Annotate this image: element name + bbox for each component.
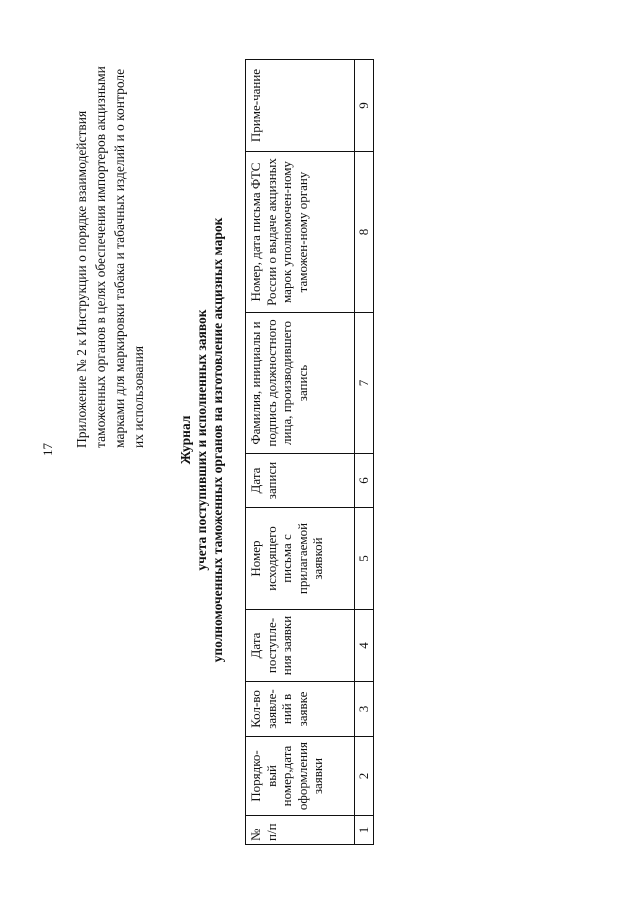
column-number-cell: 8 [355,152,374,313]
header-cell-number: № п/п [246,816,355,845]
column-number-cell: 3 [355,682,374,737]
header-cell-receipt-date: Дата поступле-ния заявки [246,610,355,682]
header-cell-official: Фамилия, инициалы и подпись должностного лица, производившего запись [246,313,355,454]
header-cell-note: Приме-чание [246,60,355,152]
appendix-line: таможенных органов в целях обеспечения импортеров акцизными [93,66,108,448]
column-number-cell: 9 [355,60,374,152]
header-cell-order-number: Порядко-вый номер,дата оформления заявки [246,737,355,816]
table-row [355,60,374,845]
header-cell-fts-letter: Номер, дата письма ФТС России о выдаче акцизных марок уполномочен-ному таможен-ному органу [246,152,355,313]
journal-table [245,59,374,845]
column-number-cell: 4 [355,610,374,682]
journal-subtitle: учета поступивших и исполненных заявок [194,309,209,571]
journal-subtitle-2: уполномоченных таможенных органов на изготовление акцизных марок [210,217,225,663]
column-number-cell: 2 [355,737,374,816]
appendix-line: их использования [131,345,146,448]
column-number-cell: 1 [355,816,374,845]
table-header-row [246,60,355,845]
column-number-cell: 5 [355,508,374,610]
header-cell-record-date: Дата записи [246,454,355,508]
appendix-line: Приложение № 2 к Инструкции о порядке взаимодействия [74,110,89,448]
column-number-cell: 7 [355,313,374,454]
column-number-cell: 6 [355,454,374,508]
header-cell-outgoing-letter: Номер исходящего письма с прилагаемой заявкой [246,508,355,610]
appendix-note [72,3,148,448]
journal-title: Журнал [178,415,193,465]
page-number: 17 [40,443,55,456]
header-cell-applications-count: Кол-во заявле-ний в заявке [246,682,355,737]
appendix-line: марками для маркировки табака и табачных изделий и о контроле [112,68,127,448]
